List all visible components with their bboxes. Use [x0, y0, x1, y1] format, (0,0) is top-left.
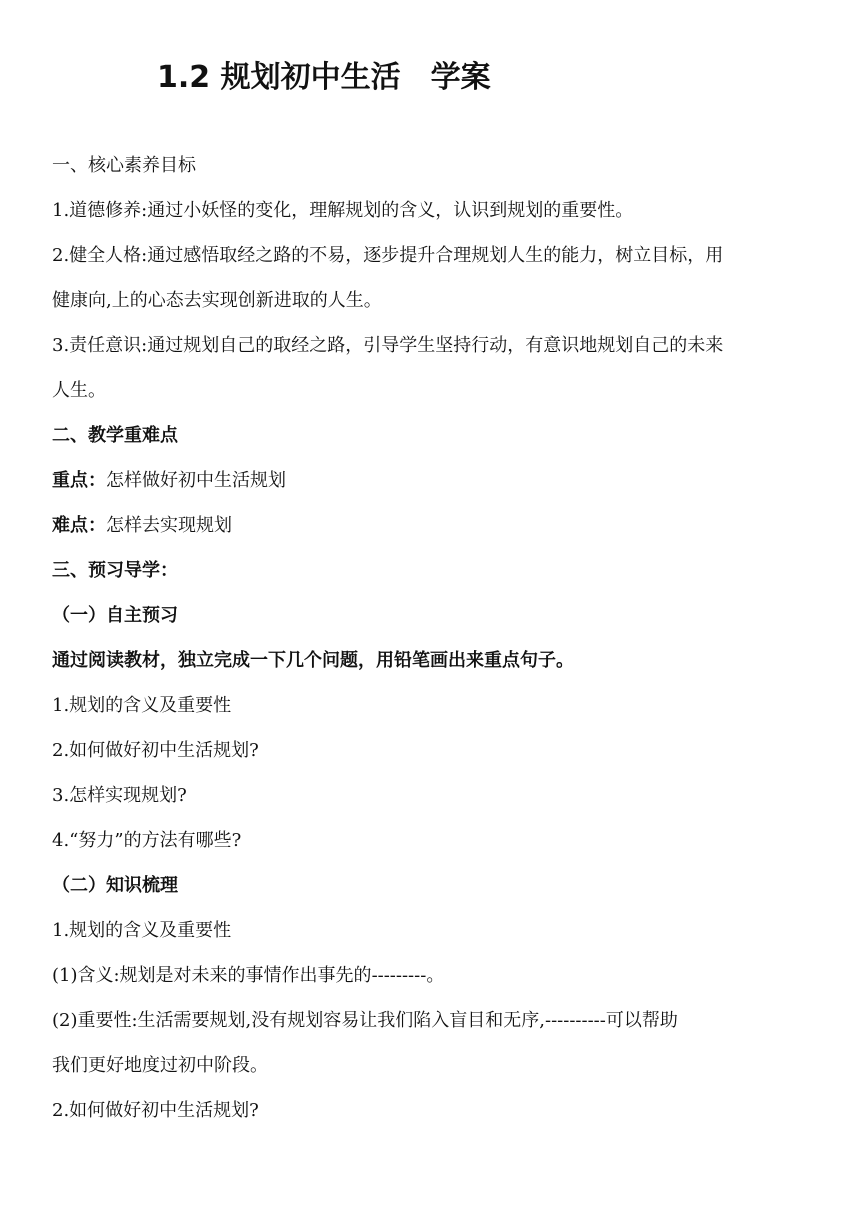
definition-prefix: (1)含义:规划是对未来的事情作出事先的 — [52, 965, 372, 986]
knowledge-sorting-heading: （二）知识梳理 — [52, 875, 178, 896]
importance-suffix: 可以帮助 — [605, 1010, 678, 1031]
importance-fill-in — [52, 1007, 812, 1035]
question-3: 3.怎样实现规划? — [52, 785, 187, 806]
key-point-text: 怎样做好初中生活规划 — [106, 470, 286, 491]
reading-instruction: 通过阅读教材，独立完成一下几个问题，用铅笔画出来重点句子。 — [52, 650, 574, 671]
goal-item-3-line2: 人生。 — [52, 380, 106, 401]
goal-item-3-line1: 3.责任意识:通过规划自己的取经之路，引导学生坚持行动，有意识地规划自己的未来 — [52, 335, 724, 356]
question-1: 1.规划的含义及重要性 — [52, 695, 232, 716]
question-2: 2.如何做好初中生活规划? — [52, 740, 259, 761]
goal-item-2-line1: 2.健全人格:通过感悟取经之路的不易，逐步提升合理规划人生的能力，树立目标，用 — [52, 245, 724, 266]
question-4: 4.“努力”的方法有哪些? — [52, 830, 242, 851]
importance-line2: 我们更好地度过初中阶段。 — [52, 1055, 268, 1076]
key-point-row — [52, 467, 812, 495]
section1-heading: 一、核心素养目标 — [52, 155, 196, 176]
importance-prefix: (2)重要性:生活需要规划,没有规划容易让我们陷入盲目和无序, — [52, 1010, 546, 1031]
difficult-point-label: 难点： — [52, 515, 106, 536]
section3-heading: 三、预习导学： — [52, 560, 178, 581]
goal-item-2-line2: 健康向,上的心态去实现创新进取的人生。 — [52, 290, 382, 311]
difficult-point-text: 怎样去实现规划 — [106, 515, 232, 536]
definition-suffix: 。 — [426, 965, 445, 986]
definition-fill-in — [52, 962, 812, 990]
knowledge-item-1: 1.规划的含义及重要性 — [52, 920, 232, 941]
page-title: 1.2 规划初中生活 学案 — [157, 60, 491, 95]
goal-item-1: 1.道德修养:通过小妖怪的变化，理解规划的含义，认识到规划的重要性。 — [52, 200, 634, 221]
self-preview-heading: （一）自主预习 — [52, 605, 178, 626]
importance-blank: ---------- — [545, 1010, 606, 1031]
section2-heading: 二、教学重难点 — [52, 425, 178, 446]
key-point-label: 重点： — [52, 470, 106, 491]
definition-blank: --------- — [371, 965, 427, 986]
difficult-point-row — [52, 512, 812, 540]
knowledge-item-2: 2.如何做好初中生活规划? — [52, 1100, 259, 1121]
